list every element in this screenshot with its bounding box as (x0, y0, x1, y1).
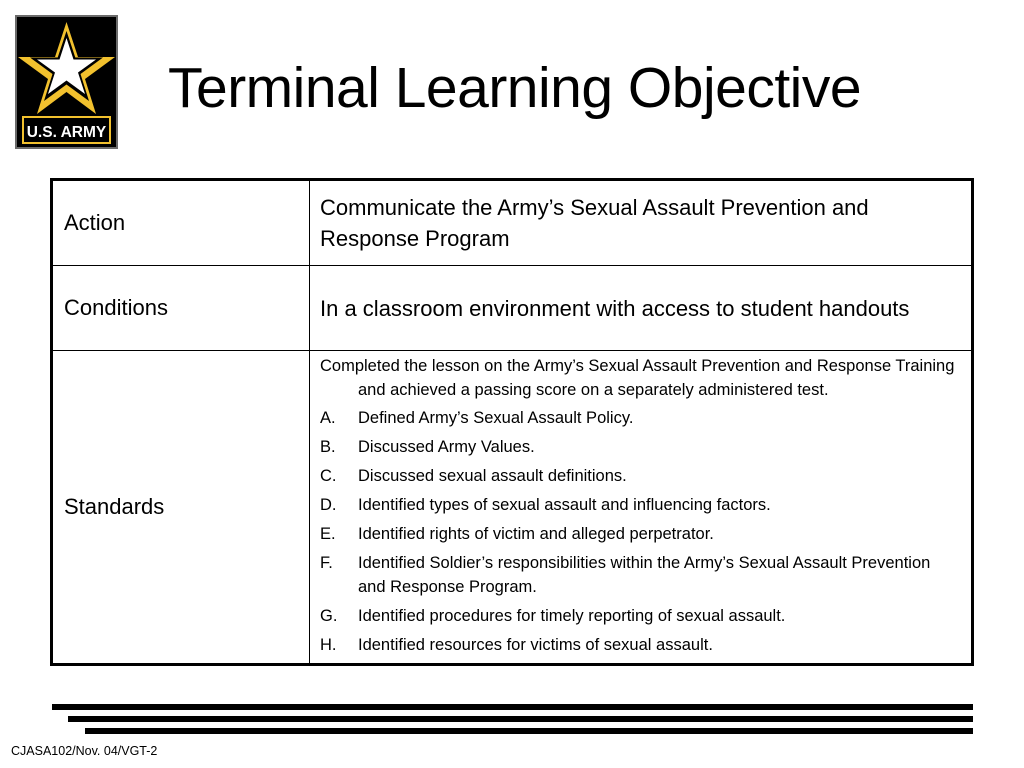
list-item-text: Identified rights of victim and alleged perpetrator. (358, 525, 714, 543)
list-item-text: Discussed sexual assault definitions. (358, 467, 627, 485)
conditions-label: Conditions (52, 266, 310, 351)
table-row-action (52, 180, 973, 266)
list-item (320, 633, 961, 657)
objective-table (50, 178, 974, 666)
list-item-text: Identified Soldier’s responsibilities within the Army’s Sexual Assault Prevention and Response Program. (358, 554, 931, 596)
list-item (320, 604, 961, 628)
list-item (320, 435, 961, 459)
list-item-text: Identified resources for victims of sexual assault. (358, 636, 713, 654)
footer-rule-middle (68, 716, 973, 722)
page-title: Terminal Learning Objective (168, 56, 862, 120)
army-star-icon (17, 17, 116, 147)
list-item-letter: G. (320, 607, 338, 625)
standards-list (320, 406, 961, 657)
footer-rule-top (52, 704, 973, 710)
standards-value (310, 351, 973, 665)
list-item-text: Defined Army’s Sexual Assault Policy. (358, 409, 634, 427)
slide-footer-id: CJASA102/Nov. 04/VGT-2 (11, 744, 158, 758)
list-item-letter: F. (320, 554, 333, 572)
conditions-value: In a classroom environment with access to student handouts (310, 266, 973, 351)
logo-text: U.S. ARMY (26, 124, 107, 141)
standards-intro: Completed the lesson on the Army’s Sexual Assault Prevention and Response Training and achieved a passing score on a separately administered test. (320, 357, 955, 399)
list-item-letter: E. (320, 525, 336, 543)
list-item-text: Discussed Army Values. (358, 438, 535, 456)
list-item-letter: A. (320, 409, 336, 427)
list-item (320, 522, 961, 546)
list-item-letter: B. (320, 438, 336, 456)
list-item-text: Identified procedures for timely reporting of sexual assault. (358, 607, 786, 625)
standards-label: Standards (52, 351, 310, 665)
action-label: Action (52, 180, 310, 266)
list-item (320, 493, 961, 517)
list-item-letter: H. (320, 636, 337, 654)
footer-rule-bottom (85, 728, 973, 734)
table-row-standards (52, 351, 973, 665)
us-army-logo (15, 15, 118, 149)
list-item (320, 406, 961, 430)
action-value: Communicate the Army’s Sexual Assault Prevention and Response Program (310, 180, 973, 266)
list-item-letter: C. (320, 467, 337, 485)
list-item (320, 464, 961, 488)
list-item-letter: D. (320, 496, 337, 514)
list-item (320, 551, 961, 599)
list-item-text: Identified types of sexual assault and influencing factors. (358, 496, 771, 514)
table-row-conditions (52, 266, 973, 351)
